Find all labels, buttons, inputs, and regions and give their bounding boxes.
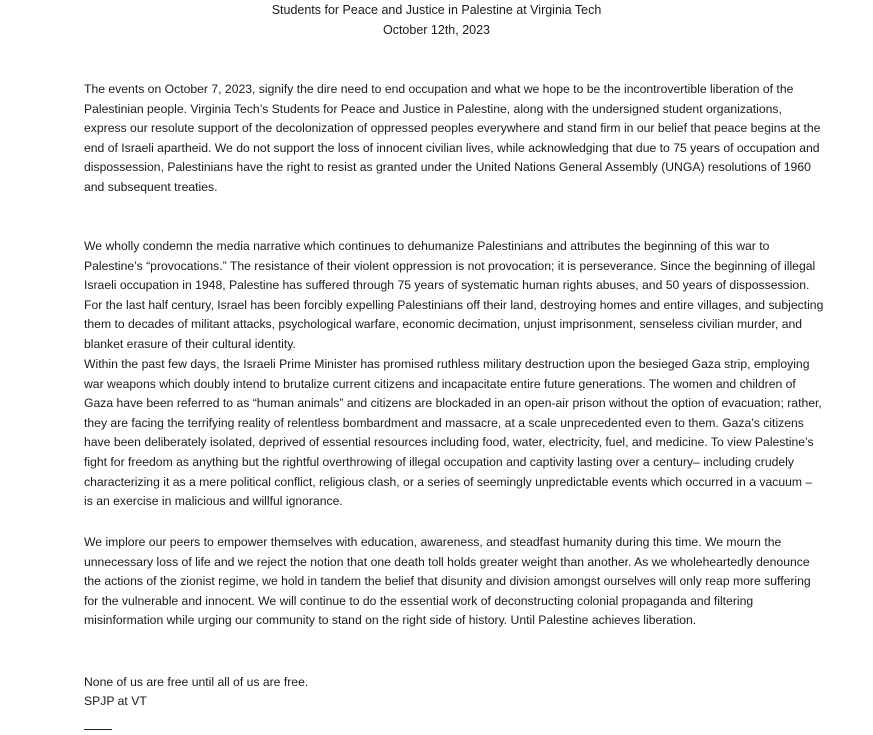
paragraph-2: We wholly condemn the media narrative which continues to dehumanize Palestinians and attributes the beginning of this war to Palestine’s “provocations.” The resistance of their violent oppression is not provocation; it is perseverance. Since the beginning of illegal Israeli occupation in 1948, Palestine has suffered through 75 years of systematic human rights abuses, and 50 years of dispossession. For the last half century, Israel has been forcibly expelling Palestinians off their land, destroying homes and entire villages, and subjecting them to decades of militant attacks, psychological warfare, economic decimation, unjust imprisonment, senseless civilian murder, and blanket erasure of their cultural identity. (84, 239, 824, 351)
signature-rule (84, 729, 112, 730)
document-date: October 12th, 2023 (382, 23, 491, 37)
paragraph-4: We implore our peers to empower themselves with education, awareness, and steadfast humanity during this time. We mourn the unnecessary loss of life and we reject the notion that one death toll holds greater weight than another. As we wholeheartedly denounce the actions of the zionist regime, we hold in tandem the belief that disunity and division amongst ourselves will only reap more suffering for the vulnerable and innocent. We will continue to do the essential work of deconstructing colonial propaganda and filtering misinformation while urging our community to stand on the right side of history. Until Palestine achieves liberation. (84, 535, 811, 628)
paragraph-3: Within the past few days, the Israeli Prime Minister has promised ruthless military destruction upon the besieged Gaza strip, employing war weapons which doubly intend to brutalize current citizens and incapacitate entire future generations. The women and children of Gaza have been referred to as “human animals” and citizens are blockaded in an open-air prison without the option of evacuation; rather, they are facing the terrifying reality of relentless bombardment and massacre, at a scale unprecedented even to them. Gaza’s citizens have been deliberately isolated, deprived of essential resources including food, water, electricity, fuel, and medicine. To view Palestine’s fight for freedom as anything but the rightful overthrowing of illegal occupation and captivity lasting over a century– including crudely characterizing it as a mere political conflict, religious clash, or a series of seemingly unpredictable events which occurred in a vacuum – is an exercise in malicious and willful ignorance. (84, 357, 822, 509)
paragraph-1: The events on October 7, 2023, signify the dire need to end occupation and what we hope to be the incontrovertible liberation of the Palestinian people. Virginia Tech’s Students for Peace and Justice in Palestine, along with the undersigned student organizations, express our resolute support of the decolonization of oppressed peoples everywhere and stand firm in our belief that peace begins at the end of Israeli apartheid. We do not support the loss of innocent civilian lives, while acknowledging that due to 75 years of occupation and dispossession, Palestinians have the right to resist as granted under the United Nations General Assembly (UNGA) resolutions of 1960 and subsequent treaties. (84, 82, 821, 194)
closing-line: None of us are free until all of us are free. (84, 675, 309, 689)
document-header (0, 0, 873, 40)
organization-title: Students for Peace and Justice in Palestine at Virginia Tech (271, 3, 602, 17)
signature-line: SPJP at VT (84, 694, 147, 708)
